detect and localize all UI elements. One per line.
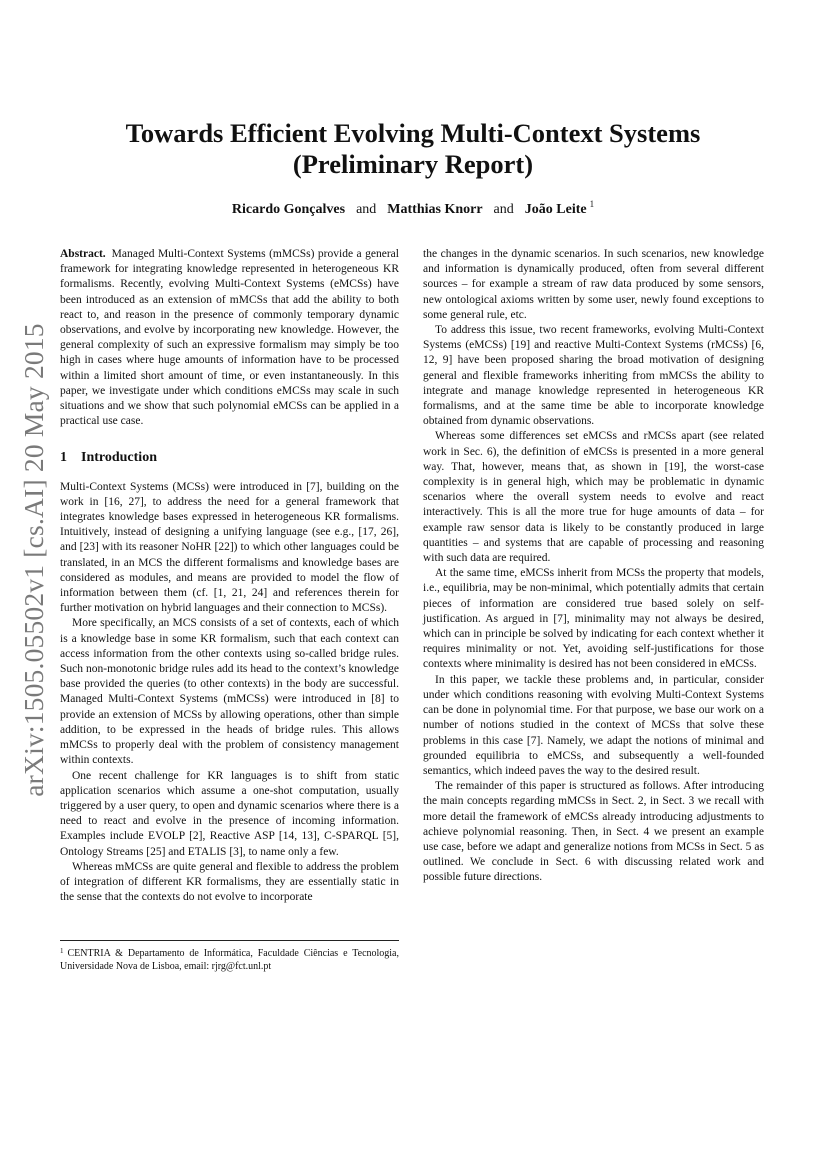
- body-paragraph: The remainder of this paper is structured as follows. After introducing the main concepts regarding mMCSs in Sect. 2, in Sect. 3 we recall with more detail the framework of eMCSs already introducing adjustments to achieve polynomial reasoning. Then, in Sect. 4 we present an example use case, before we adapt and generalize notions from MCSs in Sect. 5 as outlined. We conclude in Sect. 6 with discussing related work and possible future directions.: [423, 780, 764, 884]
- author-affiliation-mark: 1: [589, 199, 595, 209]
- body-paragraph: More specifically, an MCS consists of a set of contexts, each of which is a knowledge base in some KR formalism, such that each context can access information from the other contexts using so-called bridge rules. Such non-monotonic bridge rules add its head to the context’s knowledge base provided the queries (to other contexts) in the body are successful. Managed Multi-Context Systems (mMCSs) were introduced in [8] to provide an extension of MCSs by allowing operations, other than simple addition, to be expressed in the heads of bridge rules. This allows mMCSs to properly deal with the problem of consistency management within contexts.: [60, 617, 399, 767]
- body-paragraph: Whereas some differences set eMCSs and rMCSs apart (see related work in Sec. 6), the definition of eMCSs is presented in a more general way. That, however, means that, as shown in [19], the worst-case complexity is in general high, which may be problematic in dynamic scenarios where the overall system needs to evolve and react interactively. This is all the more true for huge amounts of data – for example raw sensor data is likely to be constantly produced in large quantities – and systems that are capable of processing and reasoning with such data are required.: [423, 430, 764, 565]
- footnote-mark: 1: [60, 947, 64, 955]
- body-paragraph: Multi-Context Systems (MCSs) were introduced in [7], building on the work in [16, 27], to address the need for a general framework that integrates knowledge bases expressed in heterogeneous KR formalisms. Intuitively, instead of designing a unifying language (see e.g., [17, 26], and [23] with its reasoner NoHR [22]) to which other languages could be translated, in an MCS the different formalisms and knowledge bases are considered as modules, and means are provided to model the flow of information between them (cf. [1, 21, 24] and references therein for further motivation on hybrid languages and their connection to MCSs).: [60, 480, 399, 615]
- abstract-text: Managed Multi-Context Systems (mMCSs) provide a general framework for integrating knowledge represented in heterogeneous KR formalisms. Recently, evolving Multi-Context Systems (eMCSs) have been introduced as an extension of mMCSs that add the ability to both react to, and reason in the presence of commonly temporary dynamic observations, and evolve by incorporating new knowledge. However, the general complexity of such an expressive formalism may simply be too high in cases where huge amounts of information have to be processed within a limited short amount of time, or even instantaneously. In this paper, we investigate under which conditions eMCSs may scale in such situations and we show that such polynomial eMCSs can be applied in a practical use case.: [60, 248, 399, 428]
- footnote: [60, 945, 399, 973]
- arxiv-identifier: arXiv:1505.05502v1 [cs.AI] 20 May 2015: [18, 323, 49, 797]
- title-line-1: Towards Efficient Evolving Multi-Context Systems: [125, 118, 701, 148]
- abstract: [60, 247, 399, 429]
- abstract-label: Abstract.: [60, 248, 106, 260]
- body-paragraph: the changes in the dynamic scenarios. In such scenarios, new knowledge and information is dynamically produced, often from several different sources – for example a stream of raw data produced by some sensors, new ontological axioms written by some user, newly found exceptions to some general rule, etc.: [423, 248, 764, 321]
- author-separator-2: and: [493, 202, 514, 217]
- body-paragraph: Whereas mMCSs are quite general and flexible to address the problem of integration of different KR formalisms, they are essentially static in the sense that the contexts do not evolve to incorporate: [60, 860, 399, 904]
- author-separator-1: and: [356, 202, 377, 217]
- footnote-divider: [60, 940, 399, 941]
- author-1: Ricardo Gonçalves: [231, 202, 346, 217]
- left-column: [60, 247, 399, 905]
- section-title: Introduction: [81, 450, 157, 466]
- body-paragraph: At the same time, eMCSs inherit from MCSs the property that models, i.e., equilibria, may be non-minimal, which potentially admits that certain pieces of information are considered true based solely on self-justification. As argued in [7], minimality may not always be desired, which can in principle be solved by indicating for each context whether it requires minimality or not. Yet, avoiding self-justifications for those contexts where minimality is desired has not been considered in eMCSs.: [423, 567, 764, 671]
- right-column: [423, 247, 764, 886]
- body-paragraph: In this paper, we tackle these problems and, in particular, consider under which conditions reasoning with evolving Multi-Context Systems can be done in polynomial time. For that purpose, we base our work on a number of notions studied in the context of MCSs that solve these problems in this case [7]. Namely, we adapt the notions of minimal and grounded equilibria to eMCSs, and subsequently a well-founded semantics, which indeed paves the way to the desired result.: [423, 673, 764, 777]
- section-number: 1: [60, 450, 67, 466]
- author-list: [0, 199, 826, 218]
- body-paragraph: To address this issue, two recent frameworks, evolving Multi-Context Systems (eMCSs) [19] and reactive Multi-Context Systems (rMCSs) [6, 12, 9] have been proposed sharing the broad motivation of designing general and flexible frameworks inheriting from mMCSs the ability to integrate and manage knowledge represented in heterogeneous KR formalisms, and at the same time be able to incorporate knowledge obtained from dynamic observations.: [423, 324, 764, 428]
- section-heading-introduction: [60, 450, 399, 465]
- body-paragraph: One recent challenge for KR languages is to shift from static application scenarios which assume a one-shot computation, usually triggered by a user query, to open and dynamic scenarios where there is a need to react and evolve in the presence of incoming information. Examples include EVOLP [2], Reactive ASP [14, 13], C-SPARQL [5], Ontology Streams [25] and ETALIS [3], to name only a few.: [60, 769, 399, 858]
- title-line-2: (Preliminary Report): [292, 149, 534, 179]
- footnote-text: CENTRIA & Departamento de Informática, Faculdade Ciências e Tecnologia, Universidade Nova de Lisboa, email: rjrg@fct.unl.pt: [60, 948, 399, 972]
- author-2: Matthias Knorr: [387, 202, 483, 217]
- paper-title: [0, 118, 826, 180]
- author-3: João Leite: [524, 202, 587, 217]
- arxiv-sidebar-stamp: [8, 323, 60, 797]
